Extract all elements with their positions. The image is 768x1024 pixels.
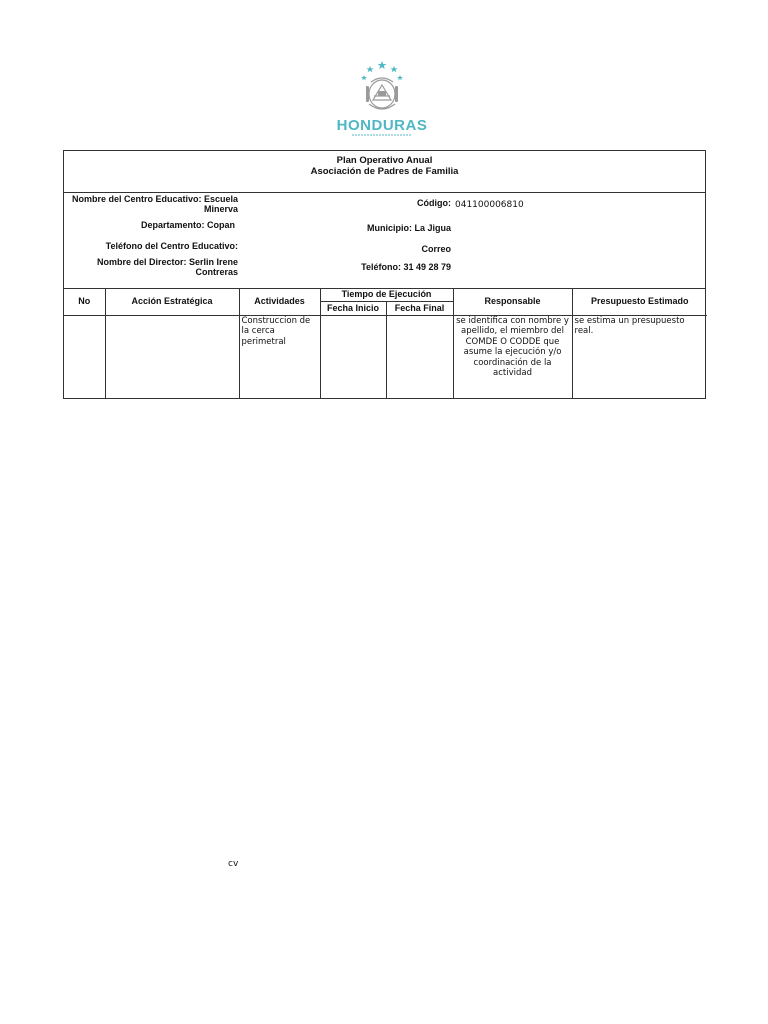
centro-educativo-label: Nombre del Centro Educativo: Escuela Minerva <box>71 194 238 214</box>
header-no: No <box>64 288 105 315</box>
plan-operativo-form <box>63 150 706 399</box>
logo-subtitle-mark <box>322 134 442 136</box>
cell-fecha-inicio <box>320 315 386 398</box>
footer-note: cv <box>228 859 239 869</box>
header-tiempo-ejecucion: Tiempo de Ejecución <box>320 288 453 301</box>
logo-wordmark: HONDURAS <box>336 117 428 134</box>
coat-of-arms-icon <box>358 60 406 116</box>
cell-accion <box>105 315 239 398</box>
telefono-centro-label: Teléfono del Centro Educativo: <box>105 241 238 251</box>
telefono-label: Teléfono: 31 49 28 79 <box>361 262 451 272</box>
cell-presupuesto: se estima un presupuesto real. <box>572 315 707 398</box>
cell-actividades: Construccion de la cerca perimetral <box>239 315 320 398</box>
cell-responsable: se identifica con nombre y apellido, el miembro del COMDE O CODDE que asume la ejecución y/o coordinación de la actividad <box>453 315 572 398</box>
codigo-value: 041100006810 <box>455 200 524 210</box>
header-presupuesto: Presupuesto Estimado <box>572 288 707 315</box>
municipio-label: Municipio: La Jigua <box>366 223 451 233</box>
correo-label: Correo <box>421 244 451 254</box>
cell-no <box>64 315 105 398</box>
title-line-1: Plan Operativo Anual <box>336 155 433 166</box>
school-info-section <box>64 193 705 289</box>
departamento-label: Departamento: Copan <box>140 220 235 230</box>
codigo-label: Código: <box>417 198 451 208</box>
header-responsable: Responsable <box>453 288 572 315</box>
honduras-logo <box>322 60 442 140</box>
form-title <box>64 151 705 193</box>
header-accion-estrategica: Acción Estratégica <box>105 288 239 315</box>
header-fecha-inicio: Fecha Inicio <box>320 301 386 315</box>
director-label: Nombre del Director: Serlin Irene Contreras <box>96 257 238 277</box>
title-line-2: Asociación de Padres de Familia <box>310 166 459 177</box>
activities-table <box>64 288 707 398</box>
table-row <box>64 315 707 398</box>
header-actividades: Actividades <box>239 288 320 315</box>
cell-fecha-final <box>386 315 453 398</box>
header-fecha-final: Fecha Final <box>386 301 453 315</box>
